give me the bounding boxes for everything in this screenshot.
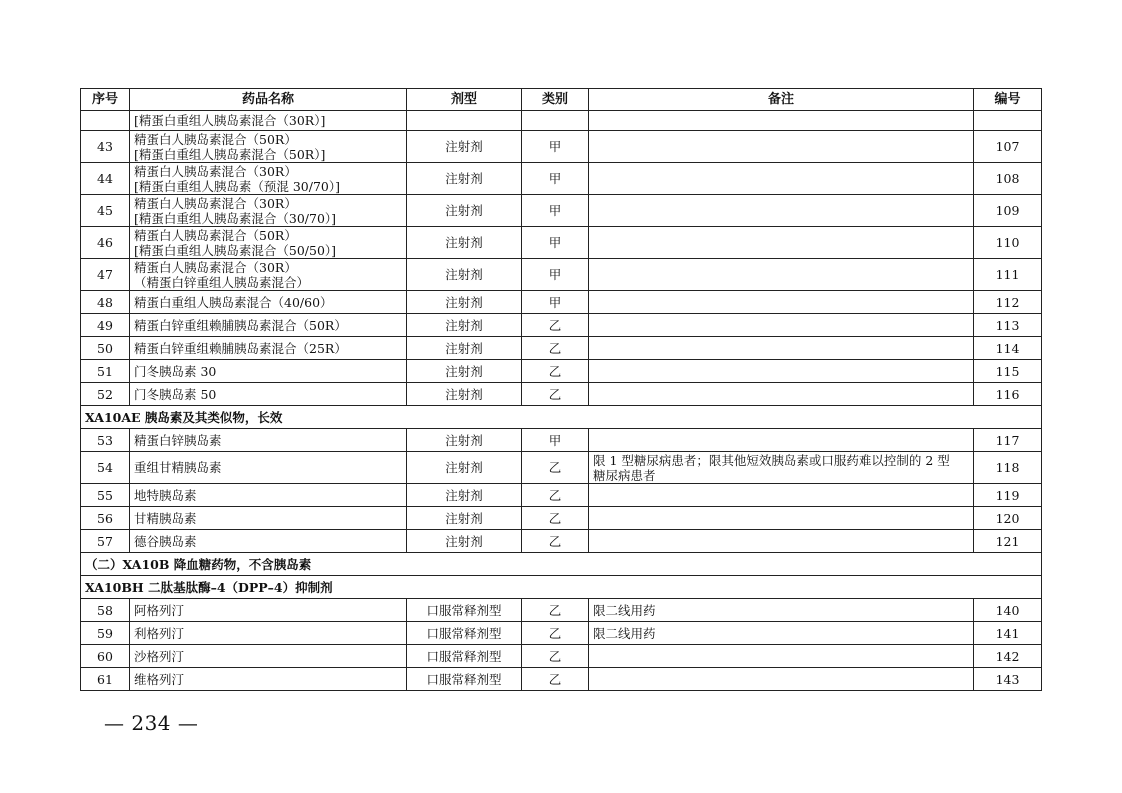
cell-drug-name: 重组甘精胰岛素 — [130, 452, 407, 484]
cell-code: 107 — [974, 131, 1042, 163]
section-row-xa10b — [81, 553, 1042, 576]
cell-code: 111 — [974, 259, 1042, 291]
cell-code: 119 — [974, 484, 1042, 507]
text-line: 精蛋白人胰岛素混合（30R） — [134, 259, 297, 275]
table-row — [81, 530, 1042, 553]
cell-dosage-form: 注射剂 — [407, 484, 522, 507]
section-title: （二）XA10B 降血糖药物，不含胰岛素 — [81, 553, 1042, 576]
cell-drug-name: 精蛋白锌重组赖脯胰岛素混合（25R） — [130, 337, 407, 360]
text-line: [精蛋白重组人胰岛素（预混 30/70）] — [134, 178, 341, 194]
cell-remarks — [589, 530, 974, 553]
cell-code: 110 — [974, 227, 1042, 259]
text-line: [精蛋白重组人胰岛素混合（50R）] — [134, 146, 326, 162]
cell-code: 118 — [974, 452, 1042, 484]
header-remarks: 备注 — [589, 89, 974, 111]
cell-remarks: 限二线用药 — [589, 599, 974, 622]
cell-remarks — [589, 259, 974, 291]
cell-no: 50 — [81, 337, 130, 360]
section-title: XA10BH 二肽基肽酶–4（DPP–4）抑制剂 — [81, 576, 1042, 599]
cell-dosage-form: 注射剂 — [407, 452, 522, 484]
table-row — [81, 622, 1042, 645]
section-title: XA10AE 胰岛素及其类似物，长效 — [81, 406, 1042, 429]
cell-category: 乙 — [522, 484, 589, 507]
cell-no: 44 — [81, 163, 130, 195]
cell-drug-name: 沙格列汀 — [130, 645, 407, 668]
cell-category: 乙 — [522, 507, 589, 530]
cell-dosage-form: 注射剂 — [407, 163, 522, 195]
drug-list-table — [80, 88, 1042, 691]
table-row — [81, 507, 1042, 530]
cell-no: 47 — [81, 259, 130, 291]
cell-dosage-form: 口服常释剂型 — [407, 668, 522, 691]
cell-code: 117 — [974, 429, 1042, 452]
cell-category: 乙 — [522, 383, 589, 406]
text-line: 精蛋白人胰岛素混合（50R） — [134, 131, 297, 147]
cell-drug-name — [130, 163, 407, 195]
table-row — [81, 337, 1042, 360]
cell-drug-name — [130, 259, 407, 291]
section-row-xa10bh — [81, 576, 1042, 599]
cell-drug-name: 精蛋白重组人胰岛素混合（40/60） — [130, 291, 407, 314]
cell-code: 109 — [974, 195, 1042, 227]
cell-drug-name: 甘精胰岛素 — [130, 507, 407, 530]
text-line: 精蛋白人胰岛素混合（30R） — [134, 195, 297, 211]
cell-drug-name — [130, 227, 407, 259]
cell-code: 121 — [974, 530, 1042, 553]
cell-dosage-form: 注射剂 — [407, 429, 522, 452]
cell-dosage-form: 注射剂 — [407, 259, 522, 291]
cell-dosage-form: 注射剂 — [407, 291, 522, 314]
table-row — [81, 163, 1042, 195]
cell-dosage-form: 注射剂 — [407, 530, 522, 553]
cell-no: 59 — [81, 622, 130, 645]
cell-no: 61 — [81, 668, 130, 691]
table-row — [81, 599, 1042, 622]
cell-dosage-form: 注射剂 — [407, 383, 522, 406]
cell-no — [81, 111, 130, 131]
header-category: 类别 — [522, 89, 589, 111]
cell-code: 116 — [974, 383, 1042, 406]
cell-remarks — [589, 429, 974, 452]
cell-dosage-form: 注射剂 — [407, 360, 522, 383]
page-number: — 234 — — [104, 711, 199, 735]
table-row — [81, 484, 1042, 507]
cell-no: 55 — [81, 484, 130, 507]
table-row — [81, 383, 1042, 406]
cell-dosage-form: 注射剂 — [407, 195, 522, 227]
cell-remarks: 限二线用药 — [589, 622, 974, 645]
cell-drug-name — [130, 131, 407, 163]
cell-category: 乙 — [522, 645, 589, 668]
cell-remarks — [589, 645, 974, 668]
cell-drug-name: 精蛋白锌重组赖脯胰岛素混合（50R） — [130, 314, 407, 337]
cell-no: 56 — [81, 507, 130, 530]
cell-code: 120 — [974, 507, 1042, 530]
cell-drug-name: 门冬胰岛素 30 — [130, 360, 407, 383]
table-header-row — [81, 89, 1042, 111]
table-row — [81, 314, 1042, 337]
cell-remarks — [589, 668, 974, 691]
cell-category: 乙 — [522, 452, 589, 484]
cell-category: 乙 — [522, 314, 589, 337]
header-drug-name: 药品名称 — [130, 89, 407, 111]
cell-code: 112 — [974, 291, 1042, 314]
table-row — [81, 291, 1042, 314]
table-row — [81, 452, 1042, 484]
cell-code: 114 — [974, 337, 1042, 360]
text-line: 精蛋白人胰岛素混合（30R） — [134, 163, 297, 179]
cell-dosage-form: 注射剂 — [407, 314, 522, 337]
cell-remarks — [589, 291, 974, 314]
cell-category: 乙 — [522, 668, 589, 691]
cell-dosage-form: 注射剂 — [407, 507, 522, 530]
cell-code: 108 — [974, 163, 1042, 195]
cell-no: 45 — [81, 195, 130, 227]
cell-remarks — [589, 131, 974, 163]
cell-no: 49 — [81, 314, 130, 337]
cell-drug-name: 阿格列汀 — [130, 599, 407, 622]
cell-remarks — [589, 314, 974, 337]
table-row — [81, 259, 1042, 291]
cell-drug-name: 地特胰岛素 — [130, 484, 407, 507]
text-line: [精蛋白重组人胰岛素混合（30/70）] — [134, 210, 337, 226]
cell-category: 甲 — [522, 131, 589, 163]
table-row — [81, 429, 1042, 452]
cell-remarks — [589, 195, 974, 227]
cell-category: 乙 — [522, 599, 589, 622]
cell-drug-name: 德谷胰岛素 — [130, 530, 407, 553]
cell-code: 142 — [974, 645, 1042, 668]
cell-category: 甲 — [522, 163, 589, 195]
cell-remarks — [589, 507, 974, 530]
text-line: 限 1 型糖尿病患者；限其他短效胰岛素或口服药难以控制的 2 型 — [593, 452, 950, 468]
cell-drug-name: 维格列汀 — [130, 668, 407, 691]
table-row — [81, 195, 1042, 227]
cell-dosage-form: 注射剂 — [407, 131, 522, 163]
cell-drug-name: 精蛋白锌胰岛素 — [130, 429, 407, 452]
cell-category: 乙 — [522, 360, 589, 383]
cell-dosage-form: 口服常释剂型 — [407, 599, 522, 622]
cell-category: 甲 — [522, 195, 589, 227]
cell-code: 141 — [974, 622, 1042, 645]
cell-no: 51 — [81, 360, 130, 383]
cell-remarks — [589, 163, 974, 195]
cell-dosage-form: 注射剂 — [407, 227, 522, 259]
header-no: 序号 — [81, 89, 130, 111]
cell-no: 57 — [81, 530, 130, 553]
cell-drug-name: 利格列汀 — [130, 622, 407, 645]
header-code: 编号 — [974, 89, 1042, 111]
cell-dosage-form: 口服常释剂型 — [407, 622, 522, 645]
cell-remarks — [589, 383, 974, 406]
cell-no: 53 — [81, 429, 130, 452]
cell-category: 乙 — [522, 622, 589, 645]
cell-category: 乙 — [522, 337, 589, 360]
cell-drug-name: 门冬胰岛素 50 — [130, 383, 407, 406]
cell-no: 52 — [81, 383, 130, 406]
table-row — [81, 227, 1042, 259]
cell-remarks — [589, 452, 974, 484]
cell-no: 46 — [81, 227, 130, 259]
cell-dosage-form — [407, 111, 522, 131]
cell-drug-name: [精蛋白重组人胰岛素混合（30R）] — [130, 111, 407, 131]
cell-category: 甲 — [522, 227, 589, 259]
cell-code: 140 — [974, 599, 1042, 622]
cell-code — [974, 111, 1042, 131]
cell-no: 43 — [81, 131, 130, 163]
text-line: 糖尿病患者 — [593, 467, 656, 483]
cell-remarks — [589, 111, 974, 131]
cell-code: 115 — [974, 360, 1042, 383]
table-row — [81, 668, 1042, 691]
cell-no: 58 — [81, 599, 130, 622]
cell-no: 48 — [81, 291, 130, 314]
cell-code: 113 — [974, 314, 1042, 337]
cell-no: 60 — [81, 645, 130, 668]
cell-dosage-form: 口服常释剂型 — [407, 645, 522, 668]
cell-code: 143 — [974, 668, 1042, 691]
cell-remarks — [589, 484, 974, 507]
cell-dosage-form: 注射剂 — [407, 337, 522, 360]
header-dosage-form: 剂型 — [407, 89, 522, 111]
cell-remarks — [589, 360, 974, 383]
cell-drug-name — [130, 195, 407, 227]
table-row — [81, 645, 1042, 668]
text-line: [精蛋白重组人胰岛素混合（50/50）] — [134, 242, 337, 258]
table-row — [81, 360, 1042, 383]
cell-category: 甲 — [522, 291, 589, 314]
cell-category — [522, 111, 589, 131]
section-row-xa10ae — [81, 406, 1042, 429]
cell-category: 乙 — [522, 530, 589, 553]
cell-no: 54 — [81, 452, 130, 484]
cell-remarks — [589, 337, 974, 360]
text-line: （精蛋白锌重组人胰岛素混合） — [134, 274, 310, 290]
table-row-continued — [81, 111, 1042, 131]
text-line: 精蛋白人胰岛素混合（50R） — [134, 227, 297, 243]
table-row — [81, 131, 1042, 163]
cell-remarks — [589, 227, 974, 259]
cell-category: 甲 — [522, 429, 589, 452]
cell-category: 甲 — [522, 259, 589, 291]
